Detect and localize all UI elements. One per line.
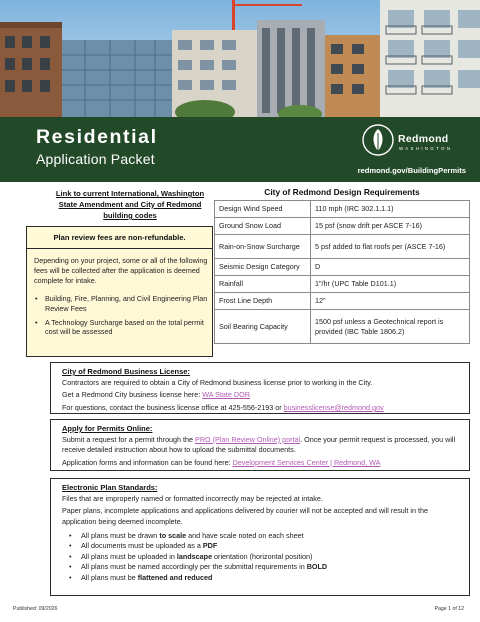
- emphasis: to scale: [159, 530, 187, 540]
- text: Application forms and information can be found here:: [62, 457, 233, 467]
- redmond-logo: [362, 124, 472, 156]
- text: Submit a request for a permit through the: [62, 434, 196, 444]
- row-label: Ground Snow Load: [215, 218, 311, 235]
- text: and have scale noted on each sheet: [186, 530, 304, 540]
- table-row: [215, 201, 470, 218]
- table-row: [215, 276, 470, 293]
- row-value: 12": [311, 293, 470, 310]
- emphasis: PDF: [202, 541, 218, 551]
- fees-list: [34, 294, 210, 341]
- plans-paper-note: Paper plans, incomplete applications and applications delivered by courier will not be accepted and will result in the application being deemed incomplete.: [62, 506, 428, 526]
- text: All plans must be named accordingly per the submittal requirements in: [81, 562, 307, 572]
- row-label: Rainfall: [215, 276, 311, 293]
- row-label: Design Wind Speed: [215, 201, 311, 218]
- plan-standards-section: [50, 478, 470, 596]
- design-requirements-title: City of Redmond Design Requirements: [264, 187, 420, 197]
- license-link-line: [62, 390, 458, 401]
- wa-state-dor-link[interactable]: WA State DOR: [202, 390, 250, 400]
- list-item: [62, 531, 458, 542]
- fees-intro: Depending on your project, some or all of the following fees will be collected after the application is deemed complete for intake.: [34, 256, 208, 286]
- building-codes-link[interactable]: Link to current International, Washington State Amendment and City of Redmond building codes: [55, 189, 205, 220]
- fees-heading: Plan review fees are non-refundable.: [26, 226, 213, 249]
- list-item: • A Technology Surcharge based on the total permit cost will be assessed: [34, 318, 210, 338]
- logo-state: WASHINGTON: [399, 146, 453, 151]
- list-item: • Building, Fire, Planning, and Civil Engineering Plan Review Fees: [34, 294, 210, 314]
- logo-name: Redmond: [398, 133, 449, 145]
- emphasis: landscape: [176, 551, 213, 561]
- row-value: 5 psf added to flat roofs per (ASCE 7-16): [311, 235, 470, 259]
- row-value: 110 mph (IRC 302.1.1.1): [311, 201, 470, 218]
- row-label: Seismic Design Category: [215, 259, 311, 276]
- list-item: [62, 541, 458, 552]
- online-instructions: [62, 435, 458, 456]
- page-number: Page 1 of 12: [434, 606, 464, 612]
- plan-standards-list: [62, 531, 458, 584]
- license-requirement: Contractors are required to obtain a City of Redmond business license prior to working in the City.: [62, 377, 373, 387]
- section-heading: City of Redmond Business License:: [62, 367, 190, 376]
- text: . Once your permit request is processed, you will receive detailed instruction about how to upload the submittal documents.: [62, 434, 456, 455]
- license-contact-line: [62, 403, 458, 414]
- redmond-leaf-icon: [362, 124, 394, 156]
- development-services-link[interactable]: Development Services Center | Redmond, WA: [232, 457, 381, 467]
- text: Get a Redmond City business license here:: [62, 390, 203, 400]
- pro-portal-link[interactable]: PRO (Plan Review Online) portal: [195, 434, 301, 444]
- plans-rejection-note: Files that are improperly named or formatted incorrectly may be rejected at intake.: [62, 493, 323, 503]
- section-heading: Apply for Permits Online:: [62, 424, 153, 433]
- text: All plans must be: [81, 572, 138, 582]
- row-value: 1"/hr (UPC Table D101.1): [311, 276, 470, 293]
- text: All plans must be uploaded in: [81, 551, 177, 561]
- row-value: D: [311, 259, 470, 276]
- published-date: Published: 09/2026: [13, 606, 58, 612]
- table-row: [215, 218, 470, 235]
- text: orientation (horizontal position): [212, 551, 313, 561]
- text: All plans must be drawn: [81, 530, 160, 540]
- row-value: 1500 psf unless a Geotechnical report is provided (IBC Table 1806.2): [311, 310, 470, 344]
- table-row: [215, 259, 470, 276]
- table-row: [215, 293, 470, 310]
- apply-online-section: [50, 419, 470, 471]
- title-banner: [0, 117, 480, 182]
- buildings-illustration: [0, 0, 480, 117]
- document-subtitle: Application Packet: [36, 151, 155, 167]
- emphasis: BOLD: [306, 562, 328, 572]
- design-requirements-table: [214, 200, 470, 344]
- hero-photo: [0, 0, 480, 117]
- building-permits-url[interactable]: redmond.gov/BuildingPermits: [357, 166, 466, 175]
- list-item: [62, 562, 458, 573]
- text: For questions, contact the business license office at 425-556-2193 or: [62, 402, 284, 412]
- row-label: Rain-on-Snow Surcharge: [215, 235, 311, 259]
- row-label: Frost Line Depth: [215, 293, 311, 310]
- forms-line: [62, 458, 458, 469]
- document-title: Residential: [36, 126, 158, 148]
- list-item: [62, 552, 458, 563]
- list-item: [62, 573, 458, 584]
- emphasis: flattened and reduced: [137, 572, 213, 582]
- text: All documents must be uploaded as a: [81, 541, 203, 551]
- table-row: [215, 310, 470, 344]
- row-value: 15 psf (snow drift per ASCE 7-16): [311, 218, 470, 235]
- business-license-email-link[interactable]: businesslicense@redmond.gov: [283, 402, 384, 412]
- table-row: [215, 235, 470, 259]
- business-license-section: [50, 362, 470, 414]
- row-label: Soil Bearing Capacity: [215, 310, 311, 344]
- section-heading: Electronic Plan Standards:: [62, 483, 158, 492]
